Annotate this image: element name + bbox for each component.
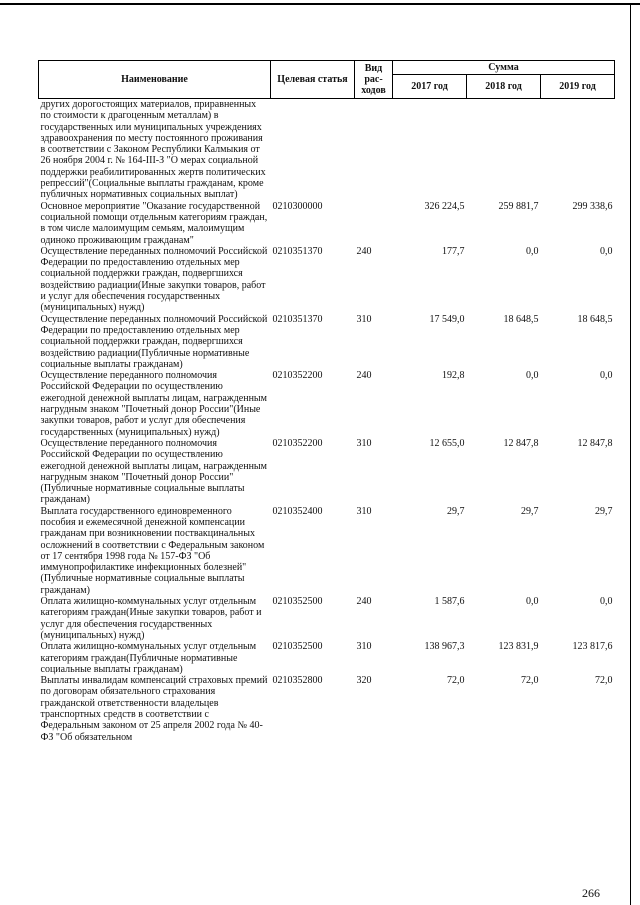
header-expense-type: Вид рас-ходов [355, 61, 393, 99]
row-sum-2018: 123 831,9 [498, 641, 539, 653]
row-sum-2019: 123 817,6 [572, 641, 613, 653]
row-sum-2018: 72,0 [521, 675, 539, 687]
row-expense-kind: 240 [356, 245, 372, 257]
budget-table [38, 60, 615, 743]
row-sum-2018: 29,7 [521, 505, 539, 517]
header-name: Наименование [39, 61, 271, 99]
row-sum-2017: 72,0 [447, 675, 465, 687]
table-row [39, 596, 615, 641]
row-sum-2017: 177,7 [442, 245, 465, 257]
table-row [39, 675, 615, 743]
row-expense-kind: 310 [356, 505, 372, 517]
row-expense-kind: 240 [356, 596, 372, 608]
row-sum-2017: 17 549,0 [429, 313, 465, 325]
row-target-code: 0210352800 [272, 675, 323, 687]
row-name: Осуществление переданного полномочия Российской Федерации по осуществлению ежегодной денежной выплаты лицам, награжденным нагрудным знаком "Почетный донор России"(Публичные нормативные социальные выплаты гражданам) [40, 437, 267, 506]
row-target-code [271, 99, 355, 201]
table-body [39, 99, 615, 743]
row-sum-2017: 29,7 [447, 505, 465, 517]
table-header [39, 61, 615, 99]
row-name: других дорогостоящих материалов, приравненных по стоимости к драгоценным металлам) в государственных или муниципальных учреждениях здравоохранения по месту постоянного проживания в соответствии с Законом Республики Калмыкия от 26 ноября 2004 г. № 164-III-З "О мерах социальной поддержки реабилитированных жертв политических репрессий"(Социальные выплаты гражданам, кроме публичных нормативных социальных выплат) [40, 99, 266, 201]
row-expense-kind: 310 [356, 641, 372, 653]
row-target-code: 0210351370 [272, 245, 323, 257]
table-row [39, 506, 615, 596]
row-sum-2019: 0,0 [600, 245, 613, 257]
row-sum-2019: 0,0 [600, 596, 613, 608]
row-target-code: 0210352400 [272, 505, 323, 517]
row-sum-2018: 0,0 [526, 596, 539, 608]
row-name: Основное мероприятие "Оказание государственной социальной помощи отдельным категориям граждан, в том числе малоимущим семьям, малоимущим одиноко проживающим гражданам" [40, 200, 268, 246]
row-sum-2019: 0,0 [600, 370, 613, 382]
row-name: Выплаты инвалидам компенсаций страховых премий по договорам обязательного страхования гражданской ответственности владельцев транспортных средств в соответствии с Федеральным законом от 25 апреля 2002 года № 40-ФЗ "Об обязательном [40, 675, 268, 743]
row-target-code: 0210300000 [272, 200, 323, 212]
table-row [39, 314, 615, 370]
header-sum: Сумма [393, 61, 615, 75]
row-target-code: 0210351370 [272, 313, 323, 325]
header-year-2018: 2018 год [467, 75, 541, 99]
row-sum-2018: 18 648,5 [503, 313, 539, 325]
top-border-line [0, 3, 640, 5]
row-name: Осуществление переданных полномочий Российской Федерации по предоставлению отдельных мер социальной поддержки граждан, подвергшихся воздействию радиации(Публичные нормативные социальные выплаты гражданам) [40, 313, 268, 370]
table-row [39, 370, 615, 438]
row-sum-2018 [467, 99, 541, 201]
row-sum-2019: 18 648,5 [577, 313, 613, 325]
header-target-article: Целевая статья [271, 61, 355, 99]
row-sum-2019: 72,0 [595, 675, 613, 687]
row-sum-2017: 138 967,3 [424, 641, 465, 653]
row-sum-2019: 29,7 [595, 505, 613, 517]
row-sum-2017: 326 224,5 [424, 200, 465, 212]
row-expense-kind: 320 [356, 675, 372, 687]
row-sum-2019 [541, 99, 615, 201]
row-expense-kind [355, 201, 393, 246]
row-expense-kind: 240 [356, 370, 372, 382]
header-year-2017: 2017 год [393, 75, 467, 99]
row-sum-2018: 259 881,7 [498, 200, 539, 212]
row-target-code: 0210352200 [272, 370, 323, 382]
row-target-code: 0210352500 [272, 641, 323, 653]
row-sum-2017: 12 655,0 [429, 437, 465, 449]
row-name: Оплата жилищно-коммунальных услуг отдельным категориям граждан(Публичные нормативные социальные выплаты гражданам) [40, 641, 257, 675]
row-sum-2018: 0,0 [526, 245, 539, 257]
row-sum-2019: 12 847,8 [577, 437, 613, 449]
table-row [39, 201, 615, 246]
row-name: Выплата государственного единовременного пособия и ежемесячной денежной компенсации гражданам при возникновении поствакцинальных осложнений в соответствии с Федеральным законом от 17 сентября 1998 года № 157-ФЗ "Об иммунопрофилактике инфекционных болезней"(Публичные нормативные социальные выплаты гражданам) [40, 505, 265, 596]
row-sum-2017: 192,8 [442, 370, 465, 382]
row-sum-2018: 12 847,8 [503, 437, 539, 449]
row-target-code: 0210352500 [272, 596, 323, 608]
row-sum-2018: 0,0 [526, 370, 539, 382]
table-row [39, 438, 615, 506]
row-expense-kind [355, 99, 393, 201]
row-expense-kind: 310 [356, 437, 372, 449]
table-row [39, 99, 615, 201]
table-row [39, 246, 615, 314]
page-number: 266 [582, 886, 600, 900]
row-name: Оплата жилищно-коммунальных услуг отдельным категориям граждан(Иные закупки товаров, работ и услуг для обеспечения государственных (муниципальных) нужд) [40, 596, 262, 641]
right-border-line [630, 3, 631, 905]
row-sum-2017 [393, 99, 467, 201]
row-expense-kind: 310 [356, 313, 372, 325]
row-sum-2019: 299 338,6 [572, 200, 613, 212]
row-name: Осуществление переданных полномочий Российской Федерации по предоставлению отдельных мер социальной поддержки граждан, подвергшихся воздействию радиации(Иные закупки товаров, работ и услуг для обеспечения государственных (муниципальных) нужд) [40, 245, 268, 314]
table-row [39, 641, 615, 675]
header-year-2019: 2019 год [541, 75, 615, 99]
row-sum-2017: 1 587,6 [434, 596, 465, 608]
row-name: Осуществление переданного полномочия Российской Федерации по осуществлению ежегодной денежной выплаты лицам, награжденным нагрудным знаком "Почетный донор России"(Иные закупки товаров, работ и услуг для обеспечения государственных (муниципальных) нужд) [40, 370, 267, 438]
row-target-code: 0210352200 [272, 437, 323, 449]
